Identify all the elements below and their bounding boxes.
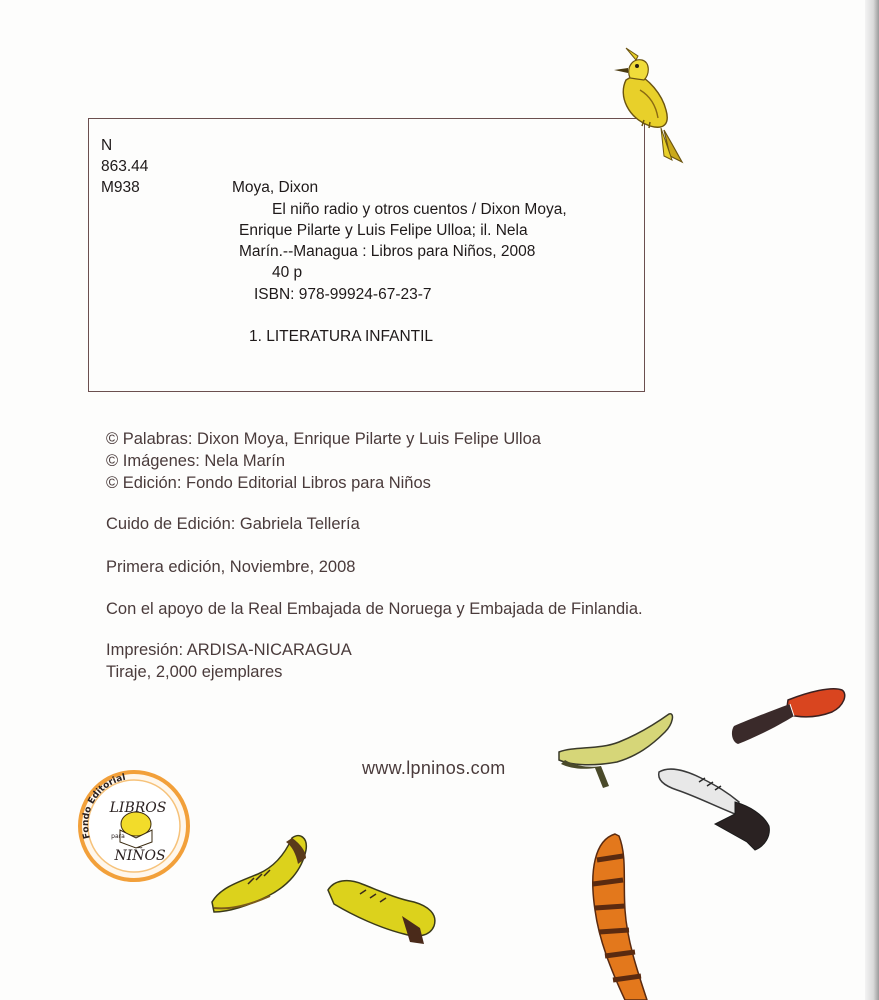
catalog-class-letter: N [101,137,113,154]
logo-top-word: LIBROS [109,800,167,816]
credit-editing-care: Cuido de Edición: Gabriela Tellería [106,515,360,533]
website-url: www.lpninos.com [362,758,506,778]
logo-bottom-word: NIÑOS [114,848,166,864]
catalog-description-line: Enrique Pilarte y Luis Felipe Ulloa; il. Nela [239,222,528,239]
catalog-subject: 1. LITERATURA INFANTIL [249,328,434,345]
black-and-white-shoe-illustration [655,762,775,854]
credit-images: © Imágenes: Nela Marín [106,452,286,470]
catalog-description-line: Marín.--Managua : Libros para Niños, 2008 [239,243,536,260]
catalog-isbn: ISBN: 978-99924-67-23-7 [254,286,432,303]
red-shoe-illustration [728,682,848,752]
catalog-class-number: 863.44 [101,158,149,175]
credit-print-run: Tiraje, 2,000 ejemplares [106,663,283,681]
striped-tail-illustration [585,830,655,1000]
credit-support: Con el apoyo de la Real Embajada de Noruega y Embajada de Finlandia. [106,600,643,618]
catalog-cutter-number: M938 [101,179,140,196]
catalog-card [88,118,645,392]
credit-edition: © Edición: Fondo Editorial Libros para Niños [106,474,431,492]
logo-arc-text: Fondo Editorial [80,772,127,840]
book-spine-edge [865,0,879,1000]
catalog-pages: 40 p [272,264,303,281]
yellow-shoe-left-illustration [208,828,312,920]
logo-small-word: para [111,833,125,840]
credit-words: © Palabras: Dixon Moya, Enrique Pilarte y Luis Felipe Ulloa [106,430,541,448]
yellow-shoe-right-illustration [324,876,442,948]
credit-printing: Impresión: ARDISA-NICARAGUA [106,641,352,659]
credit-first-edition: Primera edición, Noviembre, 2008 [106,558,356,576]
yellow-bird-illustration [606,44,688,166]
catalog-author: Moya, Dixon [232,179,319,196]
catalog-description-line: El niño radio y otros cuentos / Dixon Moya, [272,201,567,218]
publisher-logo [76,768,192,884]
